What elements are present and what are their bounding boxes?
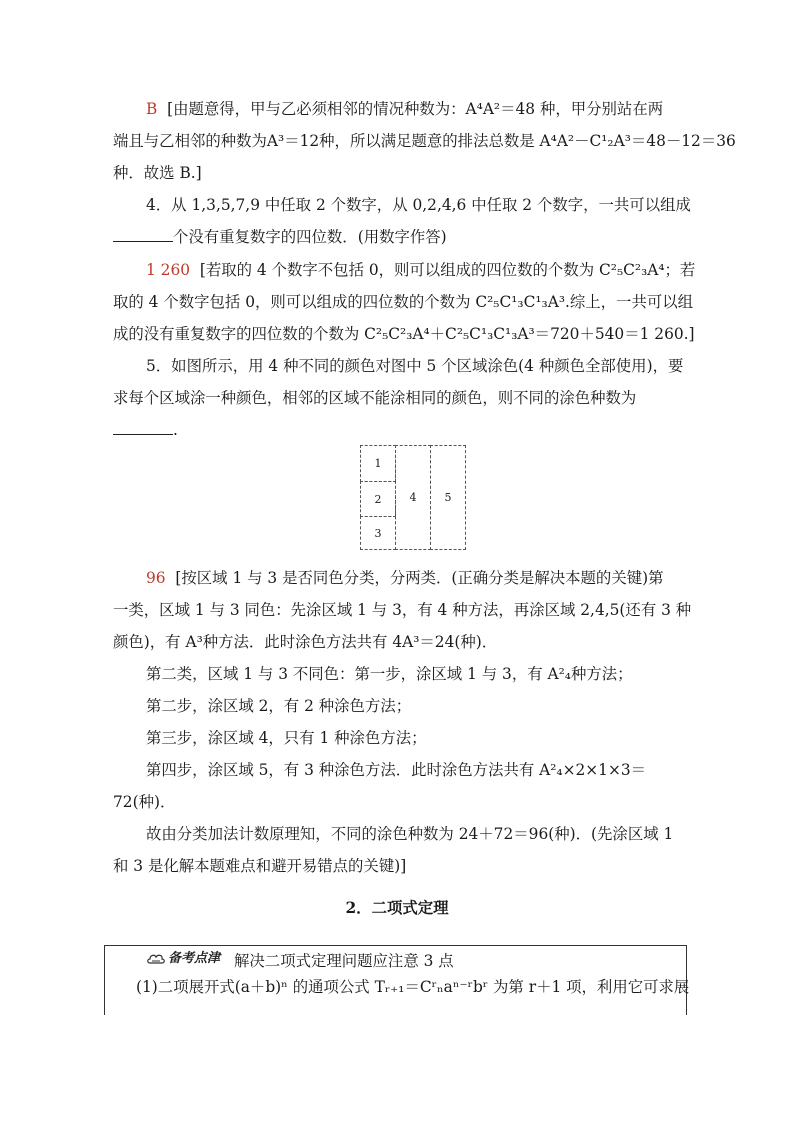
answer-4-line-3: 成的没有重复数字的四位数的个数为 C²₅C²₃A⁴＋C²₅C¹₃C¹₃A³＝720＋540＝1 260.] — [113, 325, 695, 343]
answer-paragraph-1-line-1 — [146, 98, 663, 120]
answer-blank — [113, 420, 173, 435]
answer-5-line-5: 第二步，涂区域 2，有 2 种涂色方法； — [146, 697, 412, 715]
text: 个没有重复数字的四位数．(用数字作答) — [173, 228, 447, 246]
answer-4-line-1 — [146, 259, 695, 281]
text: [由题意得，甲与乙必须相邻的情况种数为：A⁴A²＝48 种，甲分别站在两 — [167, 100, 664, 118]
answer-5-line-9: 故由分类加法计数原理知，不同的涂色种数为 24＋72＝96(种)．(先涂区域 1 — [146, 825, 674, 843]
section-title: 2．二项式定理 — [345, 899, 449, 917]
question-4-line-1: 4．从 1,3,5,7,9 中任取 2 个数字，从 0,2,4,6 中任取 2 个数字，一共可以组成 — [146, 196, 691, 214]
region-5: 5 — [430, 445, 466, 550]
text: [按区域 1 与 3 是否同色分类，分两类．(正确分类是解决本题的关键)第 — [175, 569, 664, 587]
question-5-line-2: 求每个区域涂一种颜色，相邻的区域不能涂相同的颜色，则不同的涂色种数为 — [113, 389, 637, 407]
answer-label: B — [146, 100, 158, 118]
answer-blank — [113, 227, 173, 242]
answer-paragraph-1-line-2: 端且与乙相邻的种数为A³＝12种，所以满足题意的排法总数是 A⁴A²－C¹₂A³＝48－12＝36 — [113, 132, 736, 150]
answer-5-line-1 — [146, 567, 664, 589]
region-4: 4 — [395, 445, 431, 550]
note-logo-text: 备考点津 — [168, 951, 221, 966]
question-4-line-2 — [113, 226, 447, 248]
note-line-1: (1)二项展开式(a＋b)ⁿ 的通项公式 Tᵣ₊₁＝Cʳₙaⁿ⁻ʳbʳ 为第 r＋1 项，利用它可求展 — [136, 978, 690, 996]
answer-paragraph-1-line-3: 种．故选 B.] — [113, 164, 202, 182]
answer-label: 96 — [146, 569, 166, 587]
question-5-line-3 — [113, 419, 178, 441]
question-5-line-1: 5．如图所示，用 4 种不同的颜色对图中 5 个区域涂色(4 种颜色全部使用)，要 — [146, 357, 684, 375]
answer-4-line-2: 取的 4 个数字包括 0，则可以组成的四位数的个数为 C²₅C¹₃C¹₃A³.综上，一共可以组 — [113, 293, 694, 311]
answer-5-line-8: 72(种)． — [113, 793, 176, 811]
answer-label: 1 260 — [146, 261, 191, 279]
answer-5-line-4: 第二类，区域 1 与 3 不同色：第一步，涂区域 1 与 3，有 A²₄种方法； — [146, 665, 633, 683]
answer-5-line-3: 颜色)，有 A³种方法．此时涂色方法共有 4A³＝24(种)． — [113, 633, 498, 651]
cloud-icon — [146, 952, 166, 966]
answer-5-line-10: 和 3 是化解本题难点和避开易错点的关键)] — [113, 857, 407, 875]
region-3: 3 — [360, 516, 396, 550]
answer-5-line-7: 第四步，涂区域 5，有 3 种涂色方法．此时涂色方法共有 A²₄×2×1×3＝ — [146, 761, 647, 779]
region-2: 2 — [360, 481, 396, 517]
text: . — [173, 421, 178, 439]
note-title-row — [146, 948, 454, 972]
region-1: 1 — [360, 445, 396, 482]
text: [若取的 4 个数字不包括 0，则可以组成的四位数的个数为 C²₅C²₃A⁴；若 — [199, 261, 696, 279]
note-logo — [146, 948, 220, 970]
answer-5-line-6: 第三步，涂区域 4，只有 1 种涂色方法； — [146, 729, 427, 747]
note-title: 解决二项式定理问题应注意 3 点 — [234, 952, 454, 970]
answer-5-line-2: 一类，区域 1 与 3 同色：先涂区域 1 与 3，有 4 种方法，再涂区域 2,4,5(还有 3 种 — [113, 601, 692, 619]
